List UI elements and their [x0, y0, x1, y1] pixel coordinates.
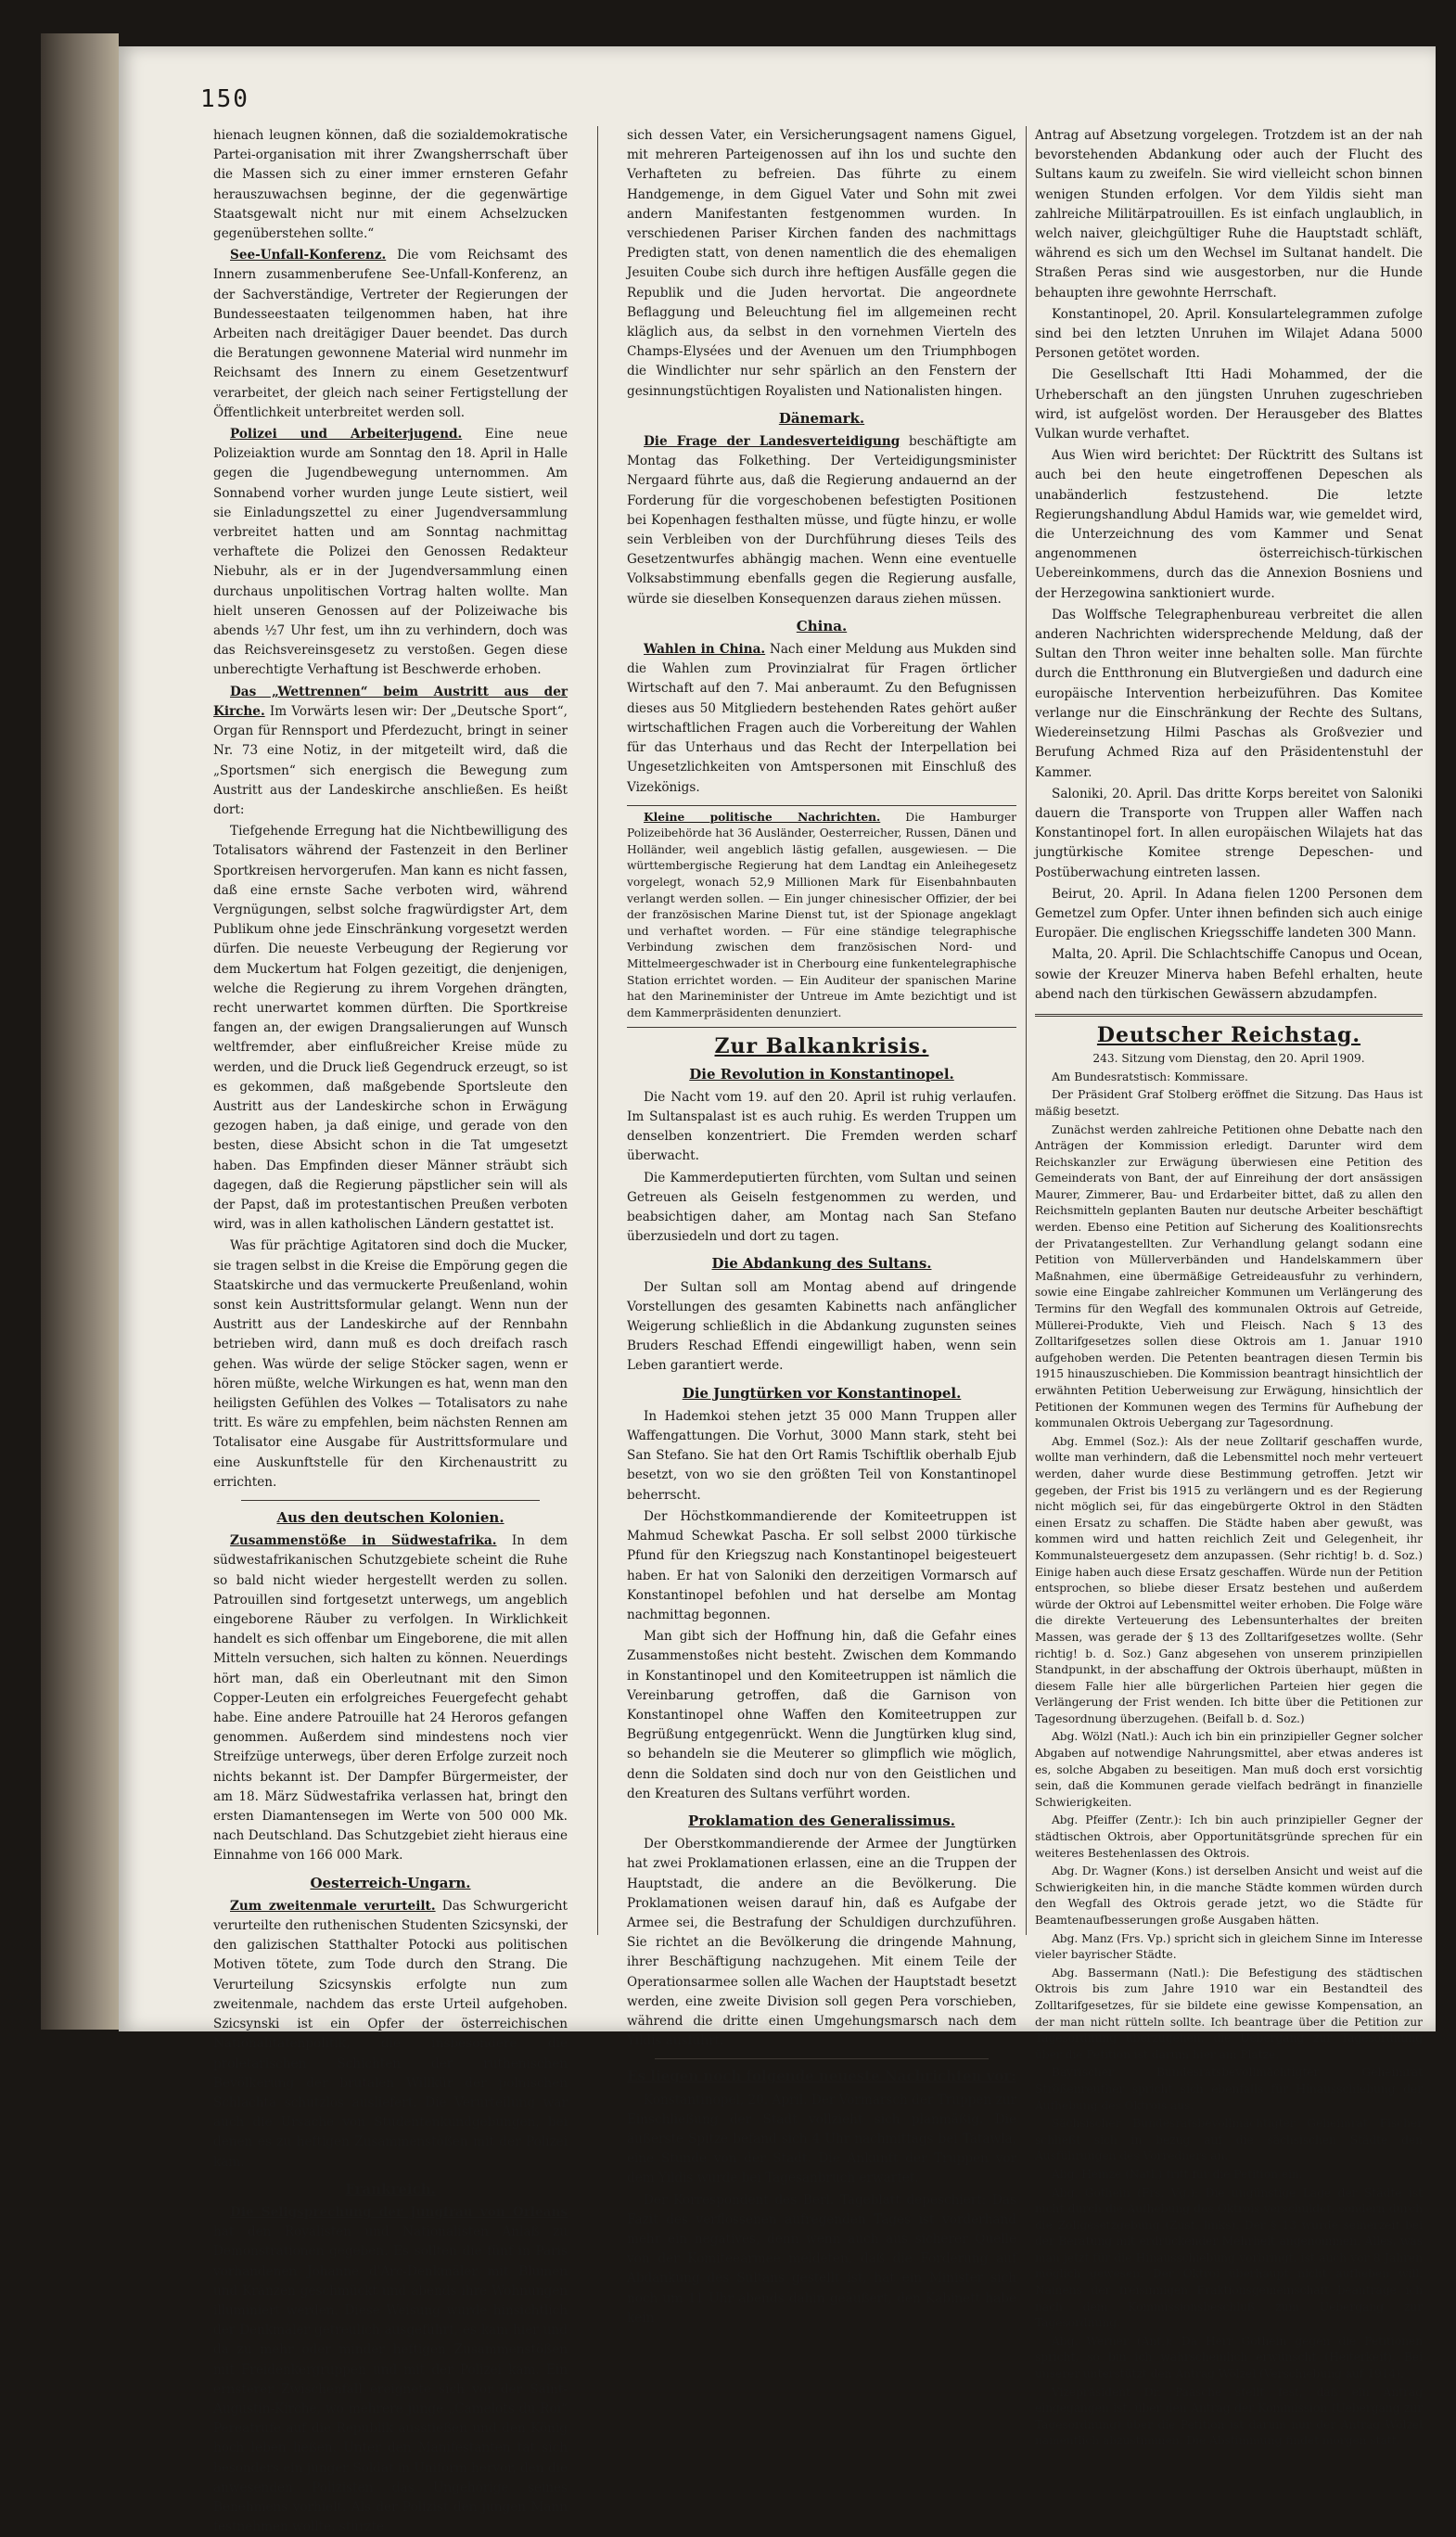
article-text: Zunächst werden zahlreiche Petitionen ohne Debatte nach den Anträgen der Kommission erledigt. Darunter wird dem Reichskanzler zur Erwägung überwiesen eine Petition des Gemeinderats von Bant, der auf Einreihung der dort ansässigen Maurer, Zimmerer, Bau- und Erdarbeiter bittet, daß zu allen den Reichsmitteln geplanten Bauten nur deutsche Arbeiter beschäftigt werden. Ebenso eine Petition auf Sicherung des Koalitionsrechts der Privatangestellten. Zur Verhandlung gelangt sodann eine Petition von Müllerverbänden und Handelskammern über Maßnahmen, eine übermäßige Getreideausfuhr zu verhindern, sowie eine Eingabe zahlreicher Kommunen um Verlängerung des Termins für den Wegfall des kommunalen Oktrois auf Getreide, Müllerei-Produkte, Vieh und Fleisch. Nach § 13 des Zolltarifgesetzes sollen diese Oktrois am 1. Januar 1910 aufgehoben werden. Die Petenten beantragen diesen Termin bis 1915 hinauszuschieben. Die Kommission beantragt hinsichtlich der erwähnten Petition Ueberweisung zur Erwägung, hinsichtlich der Petitionen der Kommunen wegen des Termins für Aufhebung der kommunalen Oktrois Uebergang zur Tagesordnung.: [1035, 1122, 1423, 1430]
article-text: hienach leugnen können, daß die sozialdemokratische Partei-organisation mit ihrer Zwangsherrschaft über die Massen sich zu einer immer ernsteren Gefahr herauszuwachsen beginne, der die gegenwärtige Staatsgewalt nicht nur mit einem Achselzucken gegenüberstehen sollte.“: [213, 128, 568, 242]
article-text: Man gibt sich der Hoffnung hin, daß die Gefahr eines Zusammenstoßes nicht besteht. Zwischen dem Kommando in Konstantinopel und den Komiteetruppen ist nämlich die Vereinbarung getroffen, daß die Garnison von Konstantinopel ohne Waffen den Komiteetruppen zur Begrüßung entgegenrückt. Wenn die Jungtürken klug sind, so behandeln sie die Meuterer so glimpflich wie möglich, denn die Soldaten sind doch nur von den Geistlichen und den Kreaturen des Sultans verführt worden.: [627, 1629, 1016, 1801]
session-line: 243. Sitzung vom Dienstag, den 20. April 1909.: [1092, 1052, 1365, 1066]
article-keyword: Polizei und Arbeiterjugend.: [230, 427, 463, 442]
article-text: Abg. Werner (Ant.): Da Herr Gothein gegen die Petitionen spricht, so bin ich wahrscheinlich erwünscht (Heiterkeit). Bei unserer unterstützt den Antrag Wölzel (Verschiebung auf 1914).: [1035, 2334, 1423, 2381]
section-heading: Aus den deutschen Kolonien.: [276, 1509, 504, 1527]
article-keyword: Zusammenstöße in Südwestafrika.: [230, 1533, 497, 1549]
article-text: Abg. Gothein (Frs. Vg.): Die ungünstige Lage der Städte ist nicht durch die Aufhebung des Oktrois verschuldet, sondern durch die Zollgesetzgebung (Zust. links). Der § 13 wurde seinerzeit bei der Beratung mit erdrückender Mehrheit angenommen. Alles, was man jetzt für die Hinausschiebung vorbringt, ist auch vor 8 Jahren möglich gewesen. Der Oktroi überhaupt nicht aufheben will. Namens der freisinnigen Fraktionsgemeinschaft beantrage ich nach dem Kommissionsbeschluß zum Uebergang zur Tagesordnung.: [1035, 2185, 1423, 2330]
article-text: Beirut, 20. April. In Adana fielen 1200 Personen dem Gemetzel zum Opfer. Unter ihnen befinden sich auch einige Europäer. Die englischen Kriegsschiffe landeten 300 Mann.: [1035, 886, 1423, 942]
article-text: Abg. Emmel (Soz.): Als der neue Zolltarif geschaffen wurde, wollte man verhindern, daß die Lebensmittel noch mehr verteuert werden, daher wurde diese Bestimmung getroffen. Jetzt wir gegeben, der Frist bis 1915 zu verlängern und es der Regierung nicht möglich sei, für das eingebürgerte Oktrol in den Städten einen Ersatz zu schaffen. Die Städte haben aber gewußt, was kommen wird und hatten reichlich Zeit und Gelegenheit, ihr Kommunalsteuergesetz dem anzupassen. (Sehr richtig! b. d. Soz.) Einige haben auch diese Ersatz geschaffen. Würde nun der Petition entsprochen, so bliebe dieser Ersatz bestehen und außerdem würde der Oktroi auf Lebensmittel weiter erhoben. Die Folge wäre die direkte Verteuerung des Lebensunterhaltes der breiten Massen, was gerade der § 13 des Zolltarifgesetzes wollte. (Sehr richtig! b. d. Soz.) Ganz abgesehen von unserem prinzipiellen Standpunkt, in der abschaffung der Oktrois überhaupt, müßten in diesem Falle hier alle bürgerlichen Parteien hier gegen die Verlängerung der Frist wenden. Ich bitte über die Petitionen zur Tagesordnung überzugehen. (Beifall b. d. Soz.): [1035, 1434, 1423, 1725]
section-heading: Proklamation des Generalissimus.: [688, 1812, 955, 1829]
page-number: 150: [200, 85, 249, 113]
article-text: Die Kammerdeputierten fürchten, vom Sultan und seinen Getreuen als Geiseln festgenommen zu werden, und beabsichtigen daher, am Montag nach San Stefano überzusiedeln und dort zu tagen.: [627, 1170, 1016, 1245]
article-text: Der Korrespondent des Berl. Tageblatt depeschiert: Das Fazit des verflossenen aufregenden Tages ist vorderhand mehr ein negatives, denn wenn auch aus sicherer Quelle von der Komiteearmee meldeten, daß die Forderung auf Abdankung des Sultans gestellt ist, hat ein Minister sich noch um 11 Uhr abends dahin geäußert, den Kabinett habe kein: [627, 2192, 1016, 2326]
article-text: Eine neue Polizeiaktion wurde am Sonntag den 18. April in Halle gegen die Jugendbewegung unternommen. Am Sonnabend vorher wurden junge Leute sistiert, weil sie Einladungszettel zu einer Jugendversammlung verbreitet hatten und am Sonntag nachmittag verhaftete die Polizei den Genossen Redakteur Niebuhr, als er in der Jugendversammlung einen durchaus unpolitischen Vortrag halten wollte. Man hielt unseren Genossen auf der Polizeiwache bis abends ½7 Uhr fest, um ihn zu verhindern, doch was das Reichsvereinsgesetz zu verstoßen. Gegen diese unberechtigte Verhaftung ist Beschwerde erhoben.: [213, 427, 568, 678]
article-text: Abg. Heinze (Natl.) tritt für die Petition ein.: [1052, 2167, 1303, 2181]
article-text: Abg. Wölzl (Natl.): Auch ich bin ein prinzipieller Gegner solcher Abgaben auf notwendige Nahrungsmittel, aber etwas anderes ist es, solche Abgaben zu beseitigen. Man muß doch erst vorsichtig sein, daß die Kommunen gerade vielfach bedrängt in finanzielle Schwierigkeiten.: [1035, 1730, 1423, 1809]
article-keyword: Wahlen in China.: [644, 642, 766, 658]
article-text: Der Oberstkommandierende der Armee der Jungtürken hat zwei Proklamationen erlassen, eine an die Truppen der Hauptstadt, die andere an die Bevölkerung. Die Proklamationen weisen darauf hin, daß es Aufgabe der Armee sei, die Bestrafung der Schuldigen durchzuführen. Sie richtet an die Bevölkerung die dringende Mahnung, ihrer Beschäftigung nachzugehen. Mit einem Teile der Operationsarmee sollen alle Wachen der Hauptstadt besetzt werden, eine zweite Division soll gegen Pera vorschieben, während die dritte einen Umgehungsmarsch nach dem Yildis ausführt.: [627, 1837, 1016, 2049]
binding-edge: [41, 33, 119, 2030]
article-text: Abg. Dr. Wagner (Kons.) ist derselben Ansicht und weist auf die Schwierigkeiten hin, in die manche Städte kommen würden durch den Wegfall des Oktrois gerade jetzt, wo die Städte für Beamtenaufbesserungen große Ausgaben hätten.: [1035, 1864, 1423, 1928]
major-heading: Deutscher Reichstag.: [1096, 1022, 1361, 1047]
article-text: Das Schwurgericht verurteilte den ruthenischen Studenten Szicsynski, der den galizischen Statthalter Potocki aus politischen Motiven tötete, zum Tode durch den Strang. Die Verurteilung Szicsynskis erfolgte nun zum zweitenmale, nachdem das erste Urteil aufgehoben. Szicsynski ist ein Opfer der österreichischen Nationalitätenpolitik, die insbesondere die proletarischen Schichten der ruthenischen Bevölkerung der brutalen Willkür der polnischen Schlachta schutzlos ausliefert. Die Verurteilung war auch die Ursache von Studentenkundgebungen, bei denen es zu heftigen Zusammenstößen mit der Polizei kam.: [213, 1898, 568, 2170]
article-text: Konstantinopel, 20. April. Der Vormarsch der Truppen zur Einschließung der Stadt vollzieht sich planmäßig. Die äußerste Spitze befand sich 4 Uhr nachmittags bei Tatawla, eine Stunde von der Stadt. Die Ankunft der Truppen vor dem Yildis wurde bei Tagesanbruch erwartet.: [627, 2092, 1016, 2186]
article-text: Aus Wien wird berichtet: Der Rücktritt des Sultans ist auch bei den heute eingetroffenen Depeschen als unabänderlich festzustehend. Die letzte Regierungshandlung Abdul Hamids war, wie gemeldet wird, die Unterzeichnung des vom Kammer und Senat angenommenen österreichisch-türkischen Uebereinkommens, durch das die Annexion Bosniens und der Herzegowina sanktioniert wurde.: [1035, 448, 1423, 601]
article-text: Im Vorwärts lesen wir: Der „Deutsche Sport“, Organ für Rennsport und Pferdezucht, bringt in seiner Nr. 73 eine Notiz, in der mitgeteilt wird, daß die „Sportsmen“ sich energisch die Bewegung zum Austritt aus der Landeskirche anschließen. Es heißt dort:: [213, 703, 568, 817]
column-rule: [597, 126, 598, 1935]
article-text: Konstantinopel, 20. April. Konsulartelegrammen zufolge sind bei den letzten Unruhen im Wilajet Adana 5000 Personen getötet worden.: [1035, 306, 1423, 362]
separator: [241, 1500, 540, 1501]
article-text: Vizepräsident Dr. Paasche stellt fest, daß ein Antrag eingegangen ist, über den Antrag der Kommission (Uebergang zur Tagesordnung) über die Petition ist darum nur der Antrag Wölzel namentlich abzustimmen. Die Abstimmung findet morgen statt.: [1035, 2385, 1423, 2448]
separator: [1035, 1014, 1423, 1017]
news-brief-box: [627, 805, 1016, 1029]
section-heading: Die Jungtürken vor Konstantinopel.: [682, 1384, 962, 1402]
article-text: Saloniki, 20. April. Das dritte Korps bereitet von Saloniki dauern die Transporte von Truppen aller Waffen nach Konstantinopel fort. In allen europäischen Wilajets hat das jungtürkische Komitee strenge Depeschen- und Postüberwachung eintreten lassen.: [1035, 786, 1423, 880]
major-heading: Zur Balkankrisis.: [714, 1034, 929, 1059]
article-text: Bayrischer Bundesratsbevollmächtigter Geheimrat Strößenreuther spricht sich ebenfalls für Hinausschiebung der Aufhebung des Oktrois aus.: [1035, 2066, 1423, 2112]
column-2: [627, 126, 1017, 2326]
article-text: Der Präsident Graf Stolberg eröffnet die Sitzung. Das Haus ist mäßig besetzt.: [1035, 1088, 1423, 1118]
newspaper-page: [119, 46, 1436, 2535]
article-keyword: Die Frage der Landesverteidigung: [644, 434, 900, 450]
article-text: Das Wolffsche Telegraphenbureau verbreitet die allen anderen Nachrichten widersprechende Meldung, daß der Sultan den Thron weiter inne behalten solle. Man fürchte durch die Entthronung ein Blutvergießen und dadurch eine europäische Intervention herbeizuführen. Das Komitee verlange nur die Einschränkung der Rechte des Sultans, Wiedereinsetzung Hilmi Paschas als Großvezier und Berufung Achmed Riza auf den Präsidentenstuhl der Kammer.: [1035, 607, 1423, 780]
article-text: Tiefgehende Erregung hat die Nichtbewilligung des Totalisators während der Fastenzeit in den Berliner Sportkreisen hervorgerufen. Man kann es nicht fassen, daß eine ernste Sache verboten wird, während Vergnügungen, selbst solche fragwürdigster Art, dem Publikum ohne jede Einschränkung vorgesetzt werden dürfen. Die neueste Verbeugung der Regierung vor dem Muckertum hat Folgen gezeitigt, die denjenigen, welche die Regierung zu ihrem Vorgehen drängten, recht unerwartet kommen dürften. Die Sportkreise fangen an, der ewigen Drangsalierungen auf Wunsch weltfremder, aber einflußreicher Kreise müde zu werden, und die Druck ließ Gegendruck erzeugt, so ist es gekommen, daß maßgebende Sportsleute den Austritt aus der Landeskirche schon in Erwägung gezogen haben, ja daß einige, und gerade von den besten, diese Absicht schon in die Tat umgesetzt haben. Das Empfinden dieser Männer sträubt sich dagegen, daß die Regierung päpstlicher sein will als der Papst, daß im protestantischen Preußen verboten wird, was in allen katholischen Ländern gestattet ist.: [213, 824, 568, 1233]
article-text: Sächsischer Bundesratsbevollmächtigter Geheimrat Fischer schließt sich in bezug auf die sächsischen Städte den Ausführungen des Vorredners an.: [1035, 2117, 1423, 2163]
article-text: sich dessen Vater, ein Versicherungsagent namens Giguel, mit mehreren Parteigenossen auf ihn los und suchte den Verhafteten zu befreien. Das führte zu einem Handgemenge, in dem Giguel Vater und Sohn mit zwei andern Manifestanten festgenommen wurden. In verschiedenen Pariser Kirchen fanden des nachmittags Predigten statt, von denen namentlich die des ehemaligen Jesuiten Coube sich durch ihre heftigen Ausfälle gegen die Republik und die Juden hervortat. Die angeordnete Beflaggung und Beleuchtung fiel im allgemeinen recht kläglich aus, da selbst in den vornehmen Vierteln des Champs-Elysées und der Avenuen um den Triumphbogen die Windlichter nur sehr spärlich an den Fenstern der gesinnungstüchtigen Royalisten und Nationalisten hingen.: [627, 128, 1016, 399]
article-keyword: Die Seligsprechung der Jungfrau von Orleans: [230, 2204, 568, 2220]
article-keyword: Zum zweitenmale verurteilt.: [230, 1898, 436, 1914]
section-heading: Die Revolution in Konstantinopel.: [689, 1065, 954, 1083]
article-text: Was für prächtige Agitatoren sind doch die Mucker, sie tragen selbst in die Kreise die Empörung gegen die Staatskirche und das vermuckerte Preußenland, wohin sonst kein Austrittsformular gelangt. Wenn nun der Austritt aus der Landeskirche auf der Rennbahn betrieben wird, dann muß es doch dreifach rasch gehen. Was würde der selige Stöcker sagen, wenn er hören müßte, welche Wirkungen es hat, wenn man den heiligsten Gefühlen des Volkes — Totalisators zu nahe tritt. Es wäre zu empfehlen, beim nächsten Rennen am Totalisator eine Ausgabe für Austrittsformulare und eine Auskunftstelle für den Kirchenaustritt zu errichten.: [213, 1238, 568, 1490]
column-rule: [1026, 126, 1027, 1935]
column-1: [213, 126, 568, 2535]
section-heading: Dänemark.: [778, 409, 865, 427]
article-text: Abg. Pfeiffer (Zentr.): Ich bin auch prinzipieller Gegner der städtischen Oktrois, aber Opportunitätsgründe sprechen für ein weiteres Bestehenlassen des Oktrois.: [1035, 1813, 1423, 1860]
article-keyword: Kleine politische Nachrichten.: [644, 810, 881, 824]
column-3: [1035, 126, 1423, 2448]
article-text: hat den Royalisten und Nationalisten Anlaß zu Demonstrationen gegeben. Es sollten die fünf in Paris vorhandenen Johanne d'Arc-Denkmäler mit Blumen und Kränzen geschmückt und abends ihre Wohnungen illuminiert werden. Diese Weisung wurde hinsichtlich der Denkmäler getreulich ausgeführt, es kam hier und da zu mehr oder minder heftigen Zusammenstößen mit Freidenkergruppen und mit der Polizei kam. Ein ernsterer Zwischenfall ereignete sich vor der Saint-Augustin-Kirche, wo mehrere junge „Camelots du Roi“ Pereatrufe auf die Republik ausstießen und den König hoch leben ließen. Unter den Manifestanten tat sich besonders ein junger Soldat in Uniform hervor, den die anwesenden Polizisten das Ungehörige seines Benehmens vorhielt. Als der Polizist den jungen Mann festnehmen wollte, stürzte: [213, 2224, 568, 2535]
article-keyword: See-Unfall-Konferenz.: [230, 248, 387, 263]
article-keyword: Das „Wettrennen“ beim Austritt aus der Kirche.: [213, 684, 568, 719]
separator: [655, 2058, 989, 2059]
section-heading: Die Abdankung des Sultans.: [711, 1255, 932, 1273]
article-text: Abg. Manz (Frs. Vp.) spricht sich in gleichem Sinne im Interesse vieler bayrischer Städte.: [1035, 1931, 1423, 1962]
article-text: Die Nacht vom 19. auf den 20. April ist ruhig verlaufen. Im Sultanspalast ist es auch ruhig. Es werden Truppen um denselben konzentriert. Die Fremden werden scharf überwacht.: [627, 1089, 1016, 1164]
article-text: Nach einer Meldung aus Mukden sind die Wahlen zum Provinzialrat für Fragen örtlicher Wirtschaft auf den 7. Mai anberaumt. Zu den Befugnissen dieses aus 50 Mitgliedern bestehenden Rates gehört außer wirtschaftlichen Fragen auch die Vorbereitung der Wahlen für das Unterhaus und das Recht der Interpellation bei Ungesetzlichkeiten von Amtspersonen mit Einschluß des Vizekönigs.: [627, 642, 1017, 795]
section-heading: Frankreich.: [345, 2180, 436, 2197]
section-heading: Oesterreich-Ungarn.: [310, 1874, 471, 1891]
article-text: Die vom Reichsamt des Innern zusammenberufene See-Unfall-Konferenz, an der Sachverständige, Vertreter der Regierungen der Bundesseestaaten teilgenommen haben, hat ihre Arbeiten nach dreitägiger Dauer beendet. Das durch die Beratungen gewonnene Material wird nunmehr im Reichsamt des Innern zu einem Gesetzentwurf verarbeitet, der gleich nach seiner Fertigstellung der Öffentlichkeit unterbreitet werden soll.: [213, 248, 568, 420]
section-heading: China.: [796, 617, 848, 634]
article-text: In dem südwestafrikanischen Schutzgebiete scheint die Ruhe so bald nicht wieder hergestellt werden zu sollen. Patrouillen sind fortgesetzt unterwegs, um angeblich eingeborene Räuber zu verfolgen. In Wirklichkeit handelt es sich offenbar um Eingeborene, die mit allen Mitteln versuchen, sich halten zu können. Neuerdings hört man, daß ein Oberleutnant mit den Simon Copper-Leuten ein erfolgreiches Feuergefecht gehabt habe. Eine andere Patrouille hat 24 Heroros gefangen genommen. Außerdem sind mindestens noch vier Streifzüge unterwegs, über deren Erfolge zurzeit noch nichts bekannt ist. Der Dampfer Bürgermeister, der am 18. März Südwestafrika verlassen hat, bringt den ersten Diamantensegen im Werte von 500 000 Mk. nach Deutschland. Das Schutzgebiet zieht hieraus eine Einnahme von 166 000 Mark.: [213, 1533, 568, 1864]
article-text: Die Hamburger Polizeibehörde hat 36 Ausländer, Oesterreicher, Russen, Dänen und Holländer, weil angeblich lästig gefallen, ausgewiesen. — Die württembergische Regierung hat dem Landtag ein Anleihegesetz vorgelegt, wonach 52,9 Millionen Mark für Eisenbahnbauten verlangt werden sollen. — Ein junger chinesischer Offizier, der bei der französischen Marine Dienst tut, ist der Spionage angeklagt und verhaftet worden. — Für eine ständige telegraphische Verbindung zwischen dem französischen Nord- und Mittelmeergeschwader ist in Cherbourg eine funkentelegraphische Station errichtet worden. — Ein Auditeur der spanischen Marine hat den Marineminister der Untreue im Amte bezichtigt und ist dem Kammerpräsidenten denunziert.: [627, 810, 1016, 1019]
article-text: Am Bundesratstisch: Kommissare.: [1052, 1070, 1248, 1083]
article-text: beschäftigte am Montag das Folkething. Der Verteidigungsminister Nergaard führte aus, daß die Regierung andauernd an der Forderung für die vorgeschobenen befestigten Positionen bei Kopenhagen festhalten müsse, und fügte hinzu, er wolle sein Verbleiben von der Durchführung dieses Teils des Gesetzentwurfes abhängig machen. Wenn eine eventuelle Volksabstimmung ebenfalls gegen die Regierung ausfalle, würde sie dieselben Konsequenzen daraus ziehen müssen.: [627, 434, 1016, 607]
article-text: Der Sultan soll am Montag abend auf dringende Vorstellungen des gesamten Kabinetts nach anfänglicher Weigerung schließlich in die Abdankung zugunsten seines Bruders Reschad Effendi eingewilligt haben, wenn sein Leben garantiert werde.: [627, 1279, 1016, 1374]
article-text: In Hademkoi stehen jetzt 35 000 Mann Truppen aller Waffengattungen. Die Vorhut, 3000 Mann stark, steht bei San Stefano. Sie hat den Ort Ramis Tschiftlik oberhalb Ejub besetzt, von wo sie den größten Teil von Konstantinopel beherrscht.: [627, 1408, 1016, 1503]
section-heading: Es liegen noch folgende neueste Nachrichten vor:: [627, 2068, 1016, 2085]
article-text: Abg. Bassermann (Natl.): Die Befestigung des städtischen Oktrois bis zum Jahre 1910 war ein Bestandteil des Zolltarifgesetzes, für sie bildete eine gewisse Kompensation, an der man nicht rütteln sollte. Ich beantrage über die Petition zur Tagesordnung überzugehen, die Uebergang zur Tagesordnung über die Petition ist darum hier am Platze.: [1035, 1966, 1423, 2061]
article-text: Antrag auf Absetzung vorgelegen. Trotzdem ist an der nah bevorstehenden Abdankung oder auch der Flucht des Sultans kaum zu zweifeln. Sie wird vielleicht schon binnen wenigen Stunden erfolgen. Vor dem Yildis sieht man zahlreiche Militärpatrouillen. Es ist einfach unglaublich, in welch naiver, gleichgültiger Ruhe die Hauptstadt schläft, während es sich um den Wechsel im Sultanat handelt. Die Straßen Peras sind wie ausgestorben, nur die Hunde behaupten ihre gewohnte Herrschaft.: [1035, 128, 1423, 301]
article-text: Die Gesellschaft Itti Hadi Mohammed, der die Urheberschaft an den jüngsten Unruhen zugeschrieben wird, ist aufgelöst worden. Der Herausgeber des Blattes Vulkan wurde verhaftet.: [1035, 367, 1423, 442]
article-text: Malta, 20. April. Die Schlachtschiffe Canopus und Ocean, sowie der Kreuzer Minerva haben Befehl erhalten, heute abend nach den türkischen Gewässern abzudampfen.: [1035, 947, 1423, 1002]
article-text: Der Höchstkommandierende der Komiteetruppen ist Mahmud Schewkat Pascha. Er soll selbst 2000 türkische Pfund für den Kriegszug nach Konstantinopel beigesteuert haben. Er hat von Saloniki den derzeitigen Vormarsch auf Konstantinopel befohlen und hat derselbe am Montag nachmittag begonnen.: [627, 1508, 1016, 1622]
